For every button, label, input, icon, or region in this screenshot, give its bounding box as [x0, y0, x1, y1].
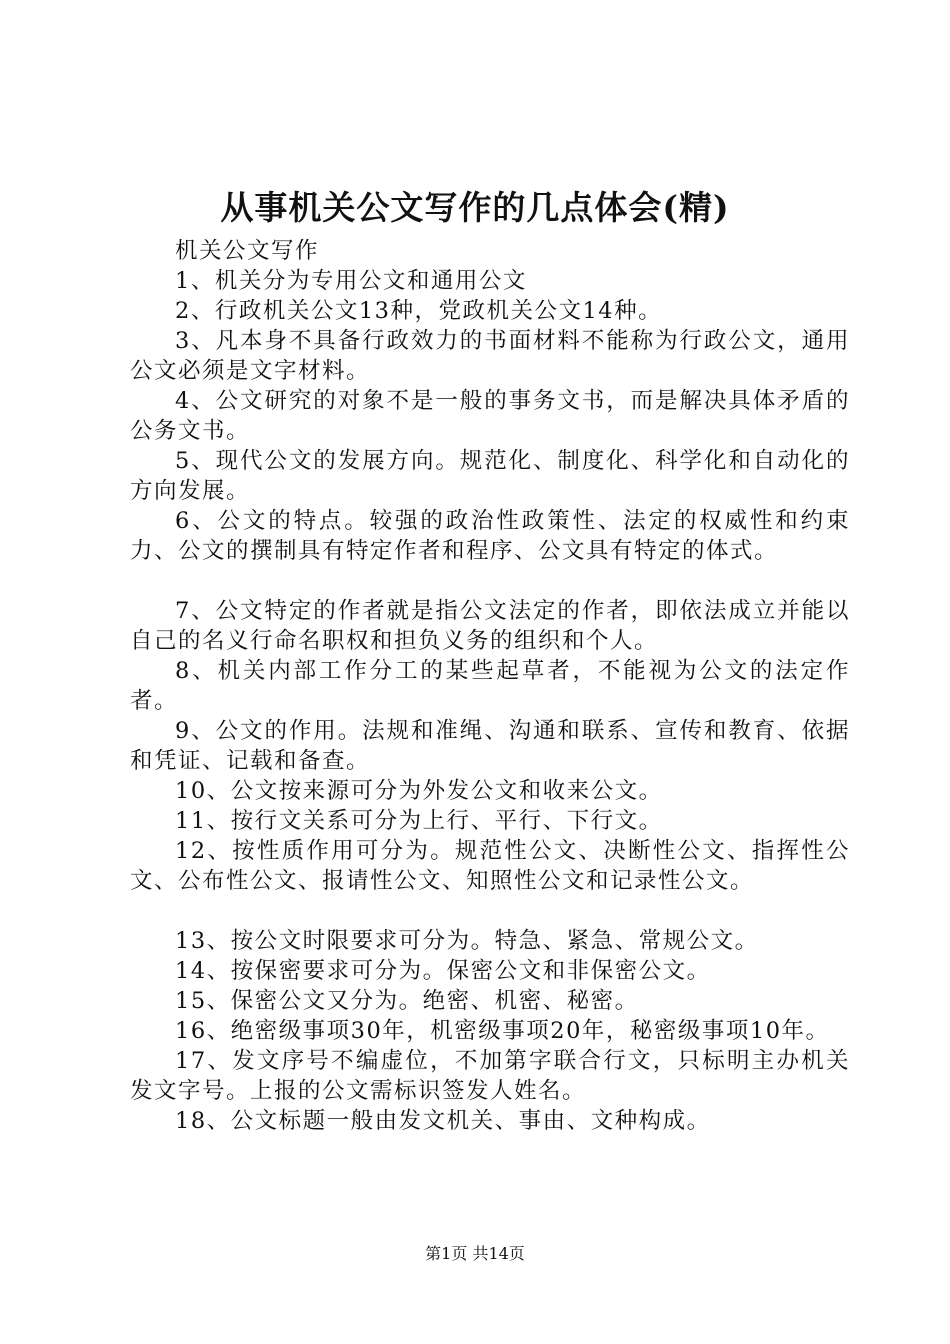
paragraph: 10、公文按来源可分为外发公文和收来公文。 [175, 778, 663, 804]
paragraph: 6、公文的特点。较强的政治性政策性、法定的权威性和约束力、公文的撰制具有特定作者和程序、公文具有特定的体式。 [130, 508, 850, 564]
paragraph: 14、按保密要求可分为。保密公文和非保密公文。 [175, 958, 711, 984]
paragraph: 17、发文序号不编虚位，不加第字联合行文，只标明主办机关发文字号。上报的公文需标识签发人姓名。 [130, 1048, 850, 1104]
paragraph: 2、行政机关公文13种，党政机关公文14种。 [175, 298, 663, 324]
paragraph: 12、按性质作用可分为。规范性公文、决断性公文、指挥性公文、公布性公文、报请性公文、知照性公文和记录性公文。 [130, 838, 850, 894]
paragraph: 8、机关内部工作分工的某些起草者，不能视为公文的法定作者。 [130, 658, 850, 714]
paragraph: 4、公文研究的对象不是一般的事务文书，而是解决具体矛盾的公务文书。 [130, 388, 850, 444]
paragraph: 5、现代公文的发展方向。规范化、制度化、科学化和自动化的方向发展。 [130, 448, 850, 504]
paragraph: 15、保密公文又分为。绝密、机密、秘密。 [175, 988, 639, 1014]
page-number-footer: 第1页 共14页 [425, 1244, 525, 1263]
paragraph: 13、按公文时限要求可分为。特急、紧急、常规公文。 [175, 928, 759, 954]
document-body [130, 236, 850, 1136]
paragraph: 3、凡本身不具备行政效力的书面材料不能称为行政公文，通用公文必须是文字材料。 [130, 328, 850, 384]
paragraph: 9、公文的作用。法规和准绳、沟通和联系、宣传和教育、依据和凭证、记载和备查。 [130, 718, 850, 774]
document-title: 从事机关公文写作的几点体会(精) [220, 188, 730, 227]
paragraph: 11、按行文关系可分为上行、平行、下行文。 [175, 808, 663, 834]
paragraph: 7、公文特定的作者就是指公文法定的作者，即依法成立并能以自己的名义行命名职权和担负义务的组织和个人。 [130, 598, 850, 654]
paragraph: 机关公文写作 [175, 238, 320, 264]
paragraph: 16、绝密级事项30年，机密级事项20年，秘密级事项10年。 [175, 1018, 830, 1044]
paragraph: 18、公文标题一般由发文机关、事由、文种构成。 [175, 1108, 711, 1134]
paragraph: 1、机关分为专用公文和通用公文 [175, 268, 527, 294]
